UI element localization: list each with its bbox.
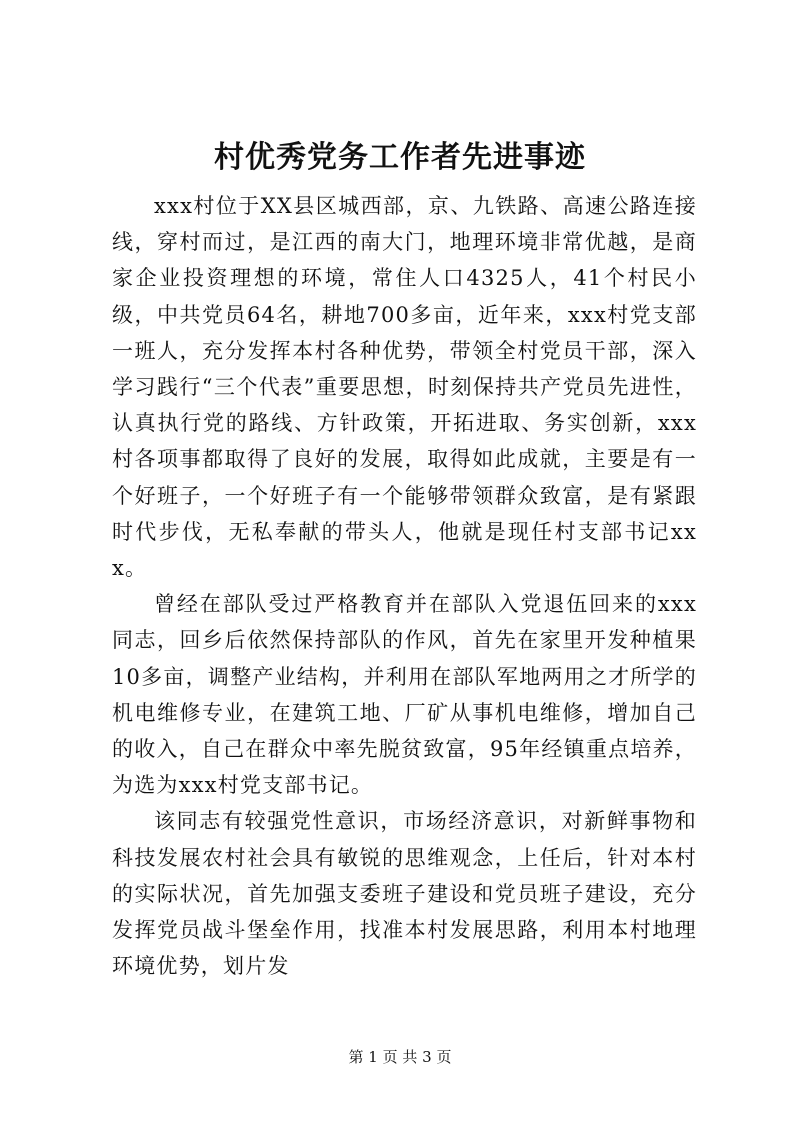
- paragraph: 曾经在部队受过严格教育并在部队入党退伍回来的xxx同志，回乡后依然保持部队的作风，首先在家里开发种植果10多亩，调整产业结构，并利用在部队军地两用之才所学的机电维修专业，在建筑工地、厂矿从事机电维修，增加自己的收入，自己在群众中率先脱贫致富，95年经镇重点培养，为选为xxx村党支部书记。: [112, 592, 697, 798]
- document-body: [112, 188, 697, 984]
- paragraph: xxx村位于XX县区城西部，京、九铁路、高速公路连接线，穿村而过，是江西的南大门，地理环境非常优越，是商家企业投资理想的环境，常住人口4325人，41个村民小级，中共党员64名，耕地700多亩，近年来，xxx村党支部一班人，充分发挥本村各种优势，带领全村党员干部，深入学习践行“三个代表”重要思想，时刻保持共产党员先进性，认真执行党的路线、方针政策，开拓进取、务实创新，xxx村各项事都取得了良好的发展，取得如此成就，主要是有一个好班子，一个好班子有一个能够带领群众致富，是有紧跟时代步伐，无私奉献的带头人，他就是现任村支部书记xxx。: [112, 194, 697, 581]
- page-footer: 第 1 页 共 3 页: [348, 1048, 452, 1066]
- paragraph: 该同志有较强党性意识，市场经济意识，对新鲜事物和科技发展农村社会具有敏锐的思维观念，上任后，针对本村的实际状况，首先加强支委班子建设和党员班子建设，充分发挥党员战斗堡垒作用，找准本村发展思路，利用本村地理环境优势，划片发: [112, 809, 697, 979]
- document-title: 村优秀党务工作者先进事迹: [214, 140, 586, 175]
